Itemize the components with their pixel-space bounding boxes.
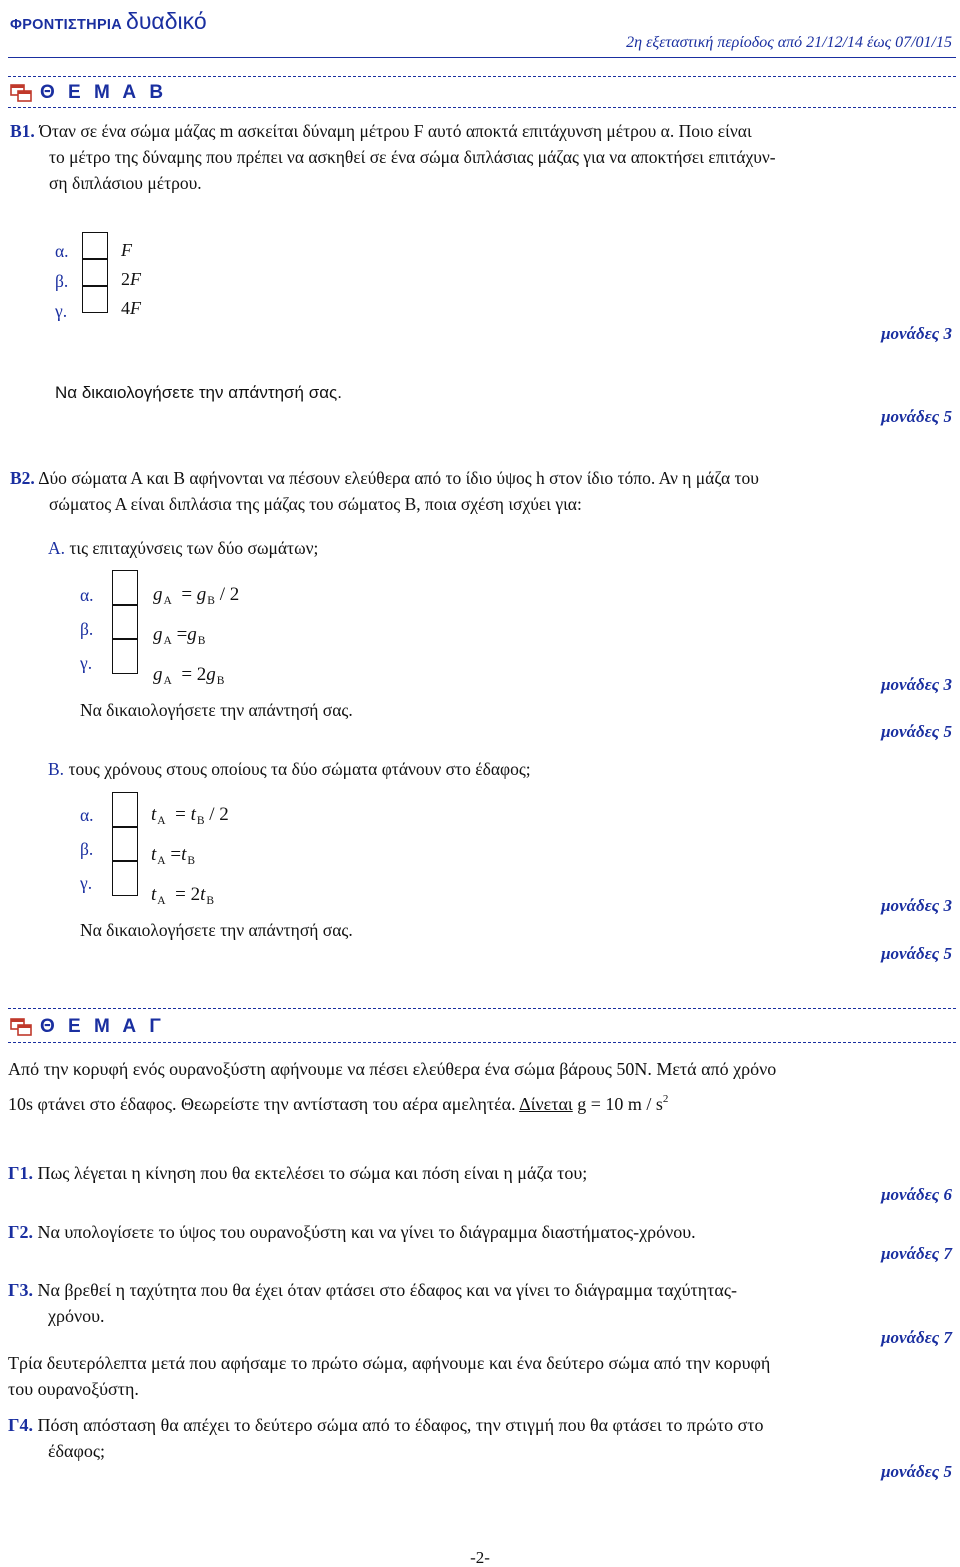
subquestion-b <box>48 759 531 780</box>
points-label: μονάδες 7 <box>881 1328 952 1347</box>
answer-checkbox[interactable] <box>112 605 138 639</box>
answer-checkbox[interactable] <box>112 570 138 605</box>
option-formula: $t_A = 2t_B$ <box>151 884 215 907</box>
question-label: Β1. <box>10 121 35 141</box>
option-label: β. <box>80 619 94 639</box>
question-g3: Γ3. Να βρεθεί η ταχύτητα που θα έχει όταν φτάσει στο έδαφος και να γίνει το διάγραμμα ταχύτητας- χρόνου. <box>8 1280 737 1326</box>
option-formulas <box>151 798 229 918</box>
option-labels <box>80 578 94 680</box>
question-text: Δύο σώματα Α και Β αφήνονται να πέσουν ελεύθερα από το ίδιο ύψος h στον ίδιο τόπο. Αν η μάζα του <box>38 468 759 488</box>
page-number: -2- <box>470 1548 490 1567</box>
justify-prompt: Να δικαιολογήσετε την απάντησή σας. <box>80 700 353 720</box>
question-text: Όταν σε ένα σώμα μάζας m ασκείται δύναμη μέτρου F αυτό αποκτά επιτάχυνση μέτρου α. Ποιο είναι <box>39 121 752 141</box>
answer-checkbox[interactable] <box>112 827 138 861</box>
subquestion-label: Α. <box>48 538 66 558</box>
option-label: α. <box>80 805 94 825</box>
question-b1 <box>10 118 954 196</box>
option-label: β. <box>55 271 69 291</box>
question-b2 <box>10 465 954 517</box>
option-label: γ. <box>80 653 93 673</box>
subquestion-text: τις επιταχύνσεις των δύο σωμάτων; <box>69 538 319 558</box>
points-label: μονάδες 5 <box>881 407 952 426</box>
option-formula: $g_A =g_B$ <box>153 624 206 647</box>
header-rule <box>8 57 956 58</box>
section-rule-bottom <box>8 1042 956 1043</box>
question-g1: Γ1. Πως λέγεται η κίνηση που θα εκτελέσει το σώμα και πόση είναι η μάζα του; <box>8 1163 588 1183</box>
option-formulas <box>153 578 239 698</box>
exam-period: 2η εξεταστική περίοδος από 21/12/14 έως 07/01/15 <box>626 34 952 51</box>
brand-logo <box>10 8 207 35</box>
question-text: ση διπλάσιου μέτρου. <box>49 173 202 193</box>
option-label: γ. <box>55 301 68 321</box>
points-label: μονάδες 3 <box>881 675 952 694</box>
justify-prompt: Να δικαιολογήσετε την απάντησή σας. <box>80 920 353 940</box>
subquestion-label: Β. <box>48 759 65 779</box>
answer-checkbox[interactable] <box>82 286 108 313</box>
given-formula: g = 10 m / $s^2$ <box>577 1093 669 1114</box>
option-value: 2F <box>121 269 141 289</box>
option-value: 4F <box>121 298 141 318</box>
points-label: μονάδες 7 <box>881 1244 952 1263</box>
answer-checkbox[interactable] <box>112 792 138 827</box>
intro-text: 10s φτάνει στο έδαφος. Θεωρείστε την αντίσταση του αέρα αμελητέα. Δίνεται g = 10 m / $s^2$ <box>8 1093 669 1114</box>
option-value: F <box>121 240 132 260</box>
section-rule-top <box>8 76 956 77</box>
points-label: μονάδες 3 <box>881 896 952 915</box>
points-label: μονάδες 6 <box>881 1185 952 1204</box>
option-labels <box>80 798 94 900</box>
brand-name: ΦΡΟΝΤΙΣΤΗΡΙΑ <box>10 17 123 33</box>
option-labels <box>55 236 69 326</box>
question-g2: Γ2. Να υπολογίσετε το ύψος του ουρανοξύστη και να γίνει το διάγραμμα διαστήματος-χρόνου. <box>8 1222 696 1242</box>
section-title: Θ Ε Μ Α Γ <box>40 1016 165 1037</box>
intro-text: Από την κορυφή ενός ουρανοξύστη αφήνουμε να πέσει ελεύθερα ένα σώμα βάρους 50Ν. Μετά από χρόνο <box>8 1059 777 1079</box>
option-formula: $t_A =t_B$ <box>151 844 196 867</box>
option-label: α. <box>55 241 69 261</box>
points-label: μονάδες 3 <box>881 324 952 343</box>
points-label: μονάδες 5 <box>881 722 952 741</box>
problem-interlude: Τρία δευτερόλεπτα μετά που αφήσαμε το πρώτο σώμα, αφήνουμε και ένα δεύτερο σώμα από την κορυφή του ουρανοξύστη. <box>8 1353 771 1399</box>
justify-prompt: Να δικαιολογήσετε την απάντησή σας. <box>55 383 342 402</box>
answer-checkbox[interactable] <box>112 861 138 896</box>
answer-checkbox[interactable] <box>82 259 108 286</box>
question-label: Β2. <box>10 468 35 488</box>
points-label: μονάδες 5 <box>881 1462 952 1481</box>
subquestion-text: τους χρόνους στους οποίους τα δύο σώματα φτάνουν στο έδαφος; <box>68 759 531 779</box>
section-rule-bottom <box>8 107 956 108</box>
option-formula: $g_A = g_B / 2$ <box>153 584 240 607</box>
answer-checkbox[interactable] <box>82 232 108 259</box>
option-label: γ. <box>80 873 93 893</box>
subquestion-a <box>48 538 318 559</box>
points-label: μονάδες 5 <box>881 944 952 963</box>
section-heading-b <box>10 82 167 104</box>
windows-icon <box>10 1018 32 1036</box>
windows-icon <box>10 84 32 102</box>
section-heading-g <box>10 1016 165 1038</box>
brand-word: δυαδικό <box>126 8 207 34</box>
question-text: το μέτρο της δύναμης που πρέπει να ασκηθεί σε ένα σώμα διπλάσιας μάζας για να αποκτήσει επιτάχυν- <box>49 147 776 167</box>
option-formula: $g_A = 2g_B$ <box>153 664 225 687</box>
option-values <box>121 236 141 323</box>
option-formula: $t_A = t_B / 2$ <box>151 804 229 827</box>
section-rule-top <box>8 1008 956 1009</box>
option-label: α. <box>80 585 94 605</box>
problem-intro <box>8 1054 954 1119</box>
question-text: σώματος Α είναι διπλάσια της μάζας του σώματος Β, ποια σχέση ισχύει για: <box>49 494 582 514</box>
question-g4: Γ4. Πόση απόσταση θα απέχει το δεύτερο σώμα από το έδαφος, την στιγμή που θα φτάσει το πρώτο στο έδαφος; <box>8 1415 764 1461</box>
option-label: β. <box>80 839 94 859</box>
answer-checkbox[interactable] <box>112 639 138 674</box>
section-title: Θ Ε Μ Α Β <box>40 82 168 103</box>
